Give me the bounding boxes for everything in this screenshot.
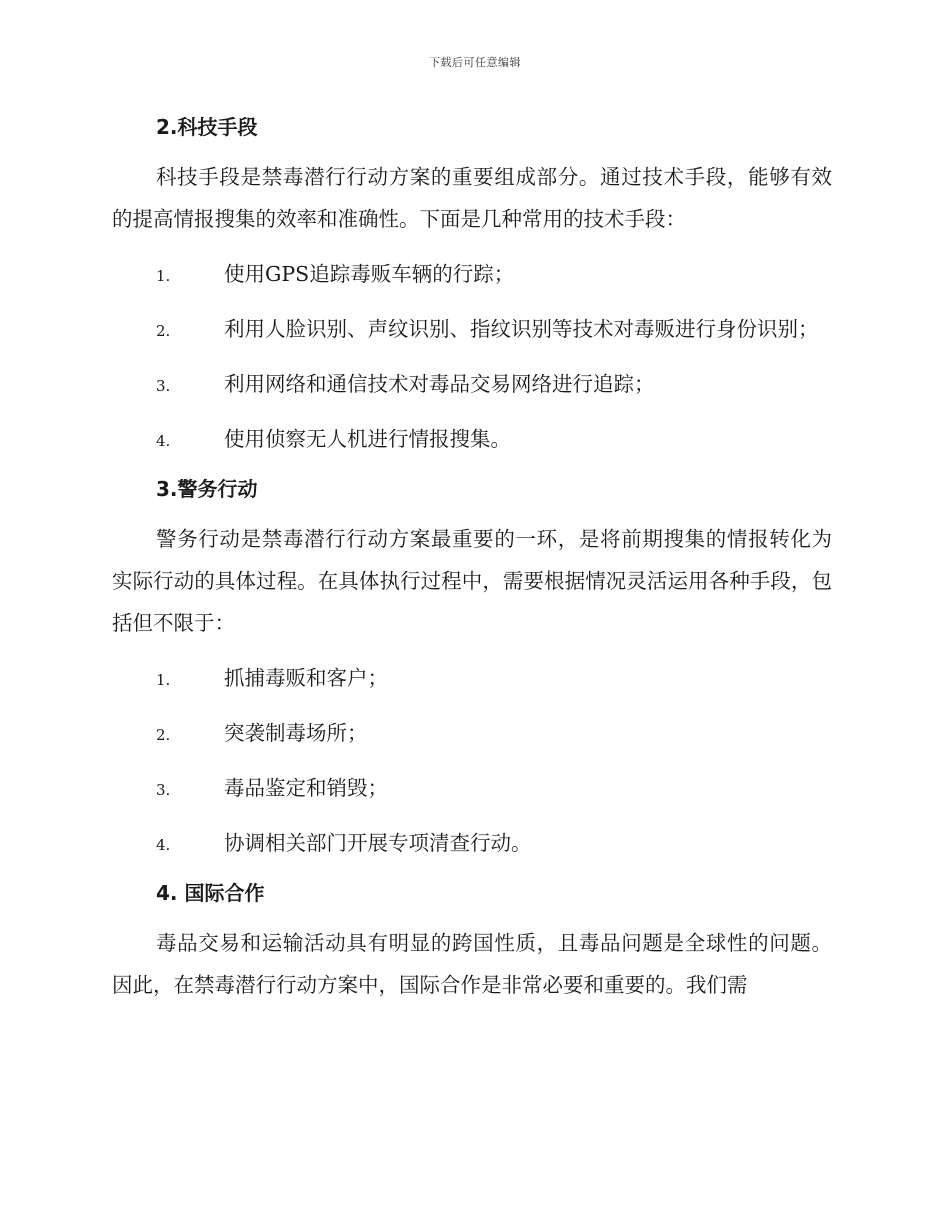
list-text: 利用网络和通信技术对毒品交易网络进行追踪； bbox=[224, 372, 655, 396]
list-text: 协调相关部门开展专项清查行动。 bbox=[224, 831, 532, 855]
document-body bbox=[112, 108, 832, 1006]
list-item bbox=[112, 767, 832, 809]
list-text: 利用人脸识别、声纹识别、指纹识别等技术对毒贩进行身份识别； bbox=[224, 317, 819, 341]
list-number: 3. bbox=[156, 377, 171, 395]
header-note: 下载后可任意编辑 bbox=[429, 56, 521, 69]
list-text: 突袭制毒场所； bbox=[224, 721, 368, 745]
section-heading: 4. 国际合作 bbox=[156, 881, 265, 905]
list-number: 2. bbox=[156, 322, 171, 340]
list-item bbox=[112, 363, 832, 405]
list-item bbox=[112, 253, 832, 295]
list-number: 4. bbox=[156, 836, 171, 854]
section-heading: 3.警务行动 bbox=[156, 477, 258, 501]
list-item bbox=[112, 308, 832, 350]
list-number: 4. bbox=[156, 432, 171, 450]
list-text: 抓捕毒贩和客户； bbox=[224, 666, 388, 690]
paragraph: 科技手段是禁毒潜行行动方案的重要组成部分。通过技术手段，能够有效的提高情报搜集的效率和准确性。下面是几种常用的技术手段： bbox=[112, 165, 832, 231]
list-text: 使用侦察无人机进行情报搜集。 bbox=[224, 427, 511, 451]
list-item bbox=[112, 822, 832, 864]
list-number: 1. bbox=[156, 671, 171, 689]
list-item bbox=[112, 418, 832, 460]
paragraph: 警务行动是禁毒潜行行动方案最重要的一环，是将前期搜集的情报转化为实际行动的具体过程。在具体执行过程中，需要根据情况灵活运用各种手段，包括但不限于： bbox=[112, 527, 832, 635]
list-number: 1. bbox=[156, 267, 171, 285]
paragraph: 毒品交易和运输活动具有明显的跨国性质，且毒品问题是全球性的问题。因此，在禁毒潜行行动方案中，国际合作是非常必要和重要的。我们需 bbox=[112, 931, 832, 997]
list-item bbox=[112, 657, 832, 699]
list-text: 使用GPS追踪毒贩车辆的行踪； bbox=[224, 262, 515, 286]
list-item bbox=[112, 712, 832, 754]
list-number: 2. bbox=[156, 726, 171, 744]
section-heading: 2.科技手段 bbox=[156, 115, 258, 139]
list-number: 3. bbox=[156, 781, 171, 799]
list-text: 毒品鉴定和销毁； bbox=[224, 776, 388, 800]
